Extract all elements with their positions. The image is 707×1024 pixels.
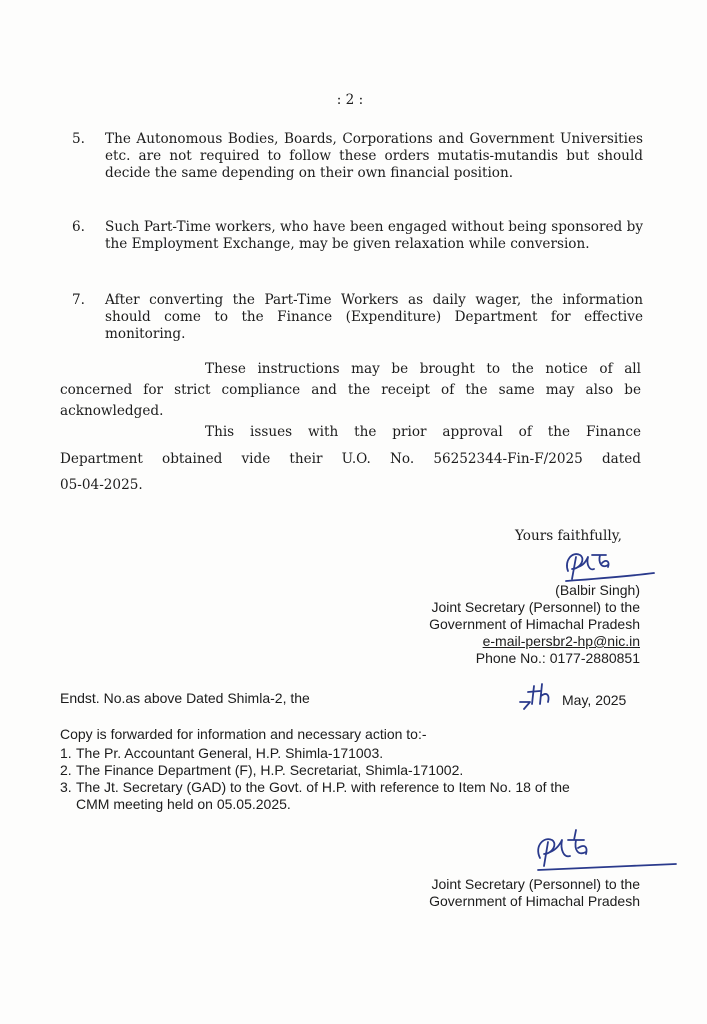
- signatory-phone: Phone No.: 0177-2880851: [475, 650, 640, 666]
- instructions-line: concerned for strict compliance and the receipt of the same may also be: [60, 382, 641, 398]
- list-item-text: The Pr. Accountant General, H.P. Shimla-171003.: [76, 745, 384, 761]
- footer-signatory-government: Government of Himachal Pradesh: [429, 893, 640, 909]
- paragraph-number: 7.: [72, 292, 85, 308]
- paragraph-text: After converting the Part-Time Workers as daily wager, the information should come to the Finance (Expenditure) Department for effective monitoring.: [105, 292, 643, 342]
- page-number: : 2 :: [336, 92, 364, 108]
- copy-list: [60, 745, 640, 813]
- instructions-line: These instructions may be brought to the notice of all: [205, 361, 641, 377]
- list-item-text: The Jt. Secretary (GAD) to the Govt. of H.P. with reference to Item No. 18 of the CMM meeting held on 05.05.2025.: [76, 779, 570, 812]
- list-item-number: 2.: [60, 762, 72, 778]
- paragraph-text: The Autonomous Bodies, Boards, Corporations and Government Universities etc. are not required to follow these orders mutatis-mutandis but should decide the same depending on their own financial position.: [105, 131, 643, 181]
- signatory-name: (Balbir Singh): [555, 582, 640, 598]
- approval-line: This issues with the prior approval of the Finance: [205, 424, 641, 440]
- list-item: [60, 779, 640, 813]
- paragraph-text: Such Part-Time workers, who have been engaged without being sponsored by the Employment Exchange, may be given relaxation while conversion.: [105, 219, 643, 252]
- signatory-government: Government of Himachal Pradesh: [429, 616, 640, 632]
- list-item-number: 1.: [60, 745, 72, 761]
- handwritten-day: [518, 682, 562, 710]
- footer-signatory-block: [429, 876, 640, 910]
- instructions-line: acknowledged.: [60, 403, 164, 419]
- paragraph-number: 5.: [72, 131, 85, 147]
- list-item: [60, 762, 640, 779]
- list-item-text: The Finance Department (F), H.P. Secretariat, Shimla-171002.: [76, 762, 464, 778]
- list-item: [60, 745, 640, 762]
- approval-line: 05-04-2025.: [60, 477, 143, 493]
- signatory-block: [429, 582, 640, 667]
- endorsement-text: Endst. No.as above Dated Shimla-2, the: [60, 690, 310, 706]
- signatory-email-link[interactable]: e-mail-persbr2-hp@nic.in: [482, 633, 640, 649]
- paragraph-number: 6.: [72, 219, 85, 235]
- approval-line: Department obtained vide their U.O. No. 56252344-Fin-F/2025 dated: [60, 451, 641, 467]
- footer-signatory-designation: Joint Secretary (Personnel) to the: [431, 876, 640, 892]
- endorsement-date: May, 2025: [562, 692, 627, 708]
- handwritten-signature: [530, 828, 680, 878]
- closing: Yours faithfully,: [515, 528, 622, 544]
- signatory-designation: Joint Secretary (Personnel) to the: [431, 599, 640, 615]
- list-item-number: 3.: [60, 779, 72, 795]
- copy-intro: Copy is forwarded for information and necessary action to:-: [60, 726, 427, 742]
